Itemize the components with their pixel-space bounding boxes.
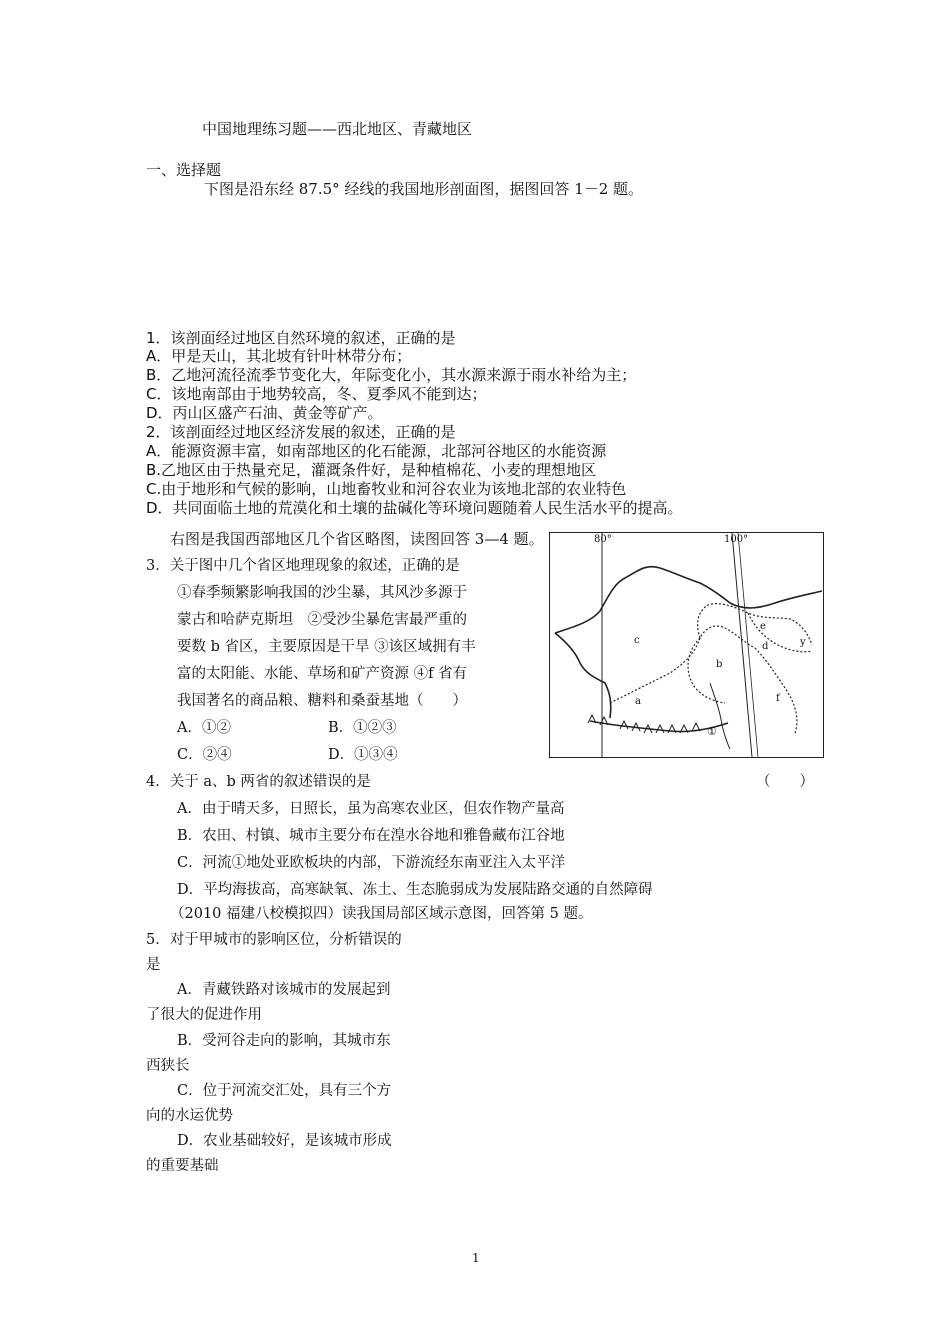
question-1-option-b: B．乙地河流径流季节变化大，年际变化小，其水源来源于雨水补给为主；	[146, 366, 637, 384]
question-4-option-a: A．由于晴天多，日照长，虽为高寒农业区，但农作物产量高	[177, 801, 565, 817]
map-region-c-label: c	[634, 635, 640, 646]
map-region-y-label: y	[800, 637, 806, 648]
question-3-option-b: B．①②③	[328, 720, 397, 736]
question-1-stem: 1．该剖面经过地区自然环境的叙述，正确的是	[146, 329, 456, 347]
map-region-b-label: b	[716, 659, 723, 670]
question-3-line-5: 我国著名的商品粮、糖料和桑蚕基地（ ）	[177, 693, 467, 709]
question-3-line-4: 富的太阳能、水能、草场和矿产资源 ④f 省有	[177, 666, 468, 682]
question-3-stem: 3．关于图中几个省区地理现象的叙述，正确的是	[146, 558, 460, 574]
intro-text-5: （2010 福建八校模拟四）读我国局部区域示意图，回答第 5 题。	[170, 906, 593, 922]
question-1-option-c: C．该地南部由于地势较高，冬、夏季风不能到达；	[146, 385, 487, 403]
map-river-1-label: ①	[707, 725, 717, 738]
question-1-option-a: A．甲是天山，其北坡有针叶林带分布；	[146, 347, 412, 365]
page-number: 1	[472, 1251, 480, 1265]
question-2-option-c: C.由于地形和气候的影响，山地畜牧业和河谷农业为该地北部的农业特色	[146, 480, 627, 498]
map-region-e-label: e	[760, 621, 766, 632]
question-3-line-2: 蒙古和哈萨克斯坦 ②受沙尘暴危害最严重的	[177, 612, 467, 628]
question-5-option-b-cont: 西狭长	[146, 1058, 190, 1074]
question-1-option-d: D．丙山区盛产石油、黄金等矿产。	[146, 404, 383, 422]
question-3-option-c: C．②④	[177, 747, 232, 763]
map-region-f-label: f	[776, 693, 780, 704]
question-5-option-d: D．农业基础较好，是该城市形成	[177, 1133, 392, 1149]
intro-text-3-4: 右图是我国西部地区几个省区略图，读图回答 3—4 题。	[170, 530, 544, 548]
question-5-option-d-cont: 的重要基础	[146, 1158, 219, 1174]
question-3-option-d: D．①③④	[328, 747, 398, 763]
intro-text: 下图是沿东经 87.5° 经线的我国地形剖面图，据图回答 1－2 题。	[204, 180, 644, 198]
question-5-option-a-cont: 了很大的促进作用	[146, 1007, 262, 1023]
question-2-option-d: D．共同面临土地的荒漠化和土壤的盐碱化等环境问题随着人民生活水平的提高。	[146, 499, 683, 517]
map-lon-left-label: 80°	[594, 534, 612, 545]
map-region-a-label: a	[635, 696, 641, 707]
western-provinces-map	[549, 532, 824, 758]
question-2-stem: 2．该剖面经过地区经济发展的叙述，正确的是	[146, 423, 456, 441]
question-4-option-c: C．河流①地处亚欧板块的内部，下游流经东南亚注入太平洋	[177, 855, 566, 871]
question-4-option-d: D．平均海拔高，高寒缺氧、冻土、生态脆弱成为发展陆路交通的自然障碍	[177, 882, 653, 898]
question-3-option-a: A．①②	[177, 720, 231, 736]
question-4-option-b: B．农田、村镇、城市主要分布在湟水谷地和雅鲁藏布江谷地	[177, 828, 565, 844]
question-4-stem: 4．关于 a、b 两省的叙述错误的是	[146, 774, 371, 790]
page-title: 中国地理练习题——西北地区、青藏地区	[202, 120, 473, 138]
question-5-option-a: A．青藏铁路对该城市的发展起到	[177, 982, 391, 998]
question-5-option-c-cont: 向的水运优势	[146, 1108, 233, 1124]
question-2-option-a: A．能源资源丰富，如南部地区的化石能源，北部河谷地区的水能资源	[146, 442, 607, 460]
question-5-stem: 5．对于甲城市的影响区位，分析错误的	[146, 932, 402, 948]
map-lon-right-label: 100°	[724, 534, 749, 545]
question-5-stem-cont: 是	[146, 957, 161, 973]
question-5-option-b: B．受河谷走向的影响，其城市东	[177, 1033, 391, 1049]
map-region-d-label: d	[762, 641, 769, 652]
map-drawing	[550, 533, 823, 757]
question-3-line-3: 要数 b 省区，主要原因是干旱 ③该区域拥有丰	[177, 639, 476, 655]
question-3-line-1: ①春季频繁影响我国的沙尘暴，其风沙多源于	[177, 585, 467, 601]
question-2-option-b: B.乙地区由于热量充足，灌溉条件好，是种植棉花、小麦的理想地区	[146, 461, 597, 479]
question-4-answer-bracket: （ ）	[756, 774, 814, 790]
section-heading: 一、选择题	[146, 161, 222, 179]
question-5-option-c: C．位于河流交汇处，具有三个方	[177, 1083, 392, 1099]
